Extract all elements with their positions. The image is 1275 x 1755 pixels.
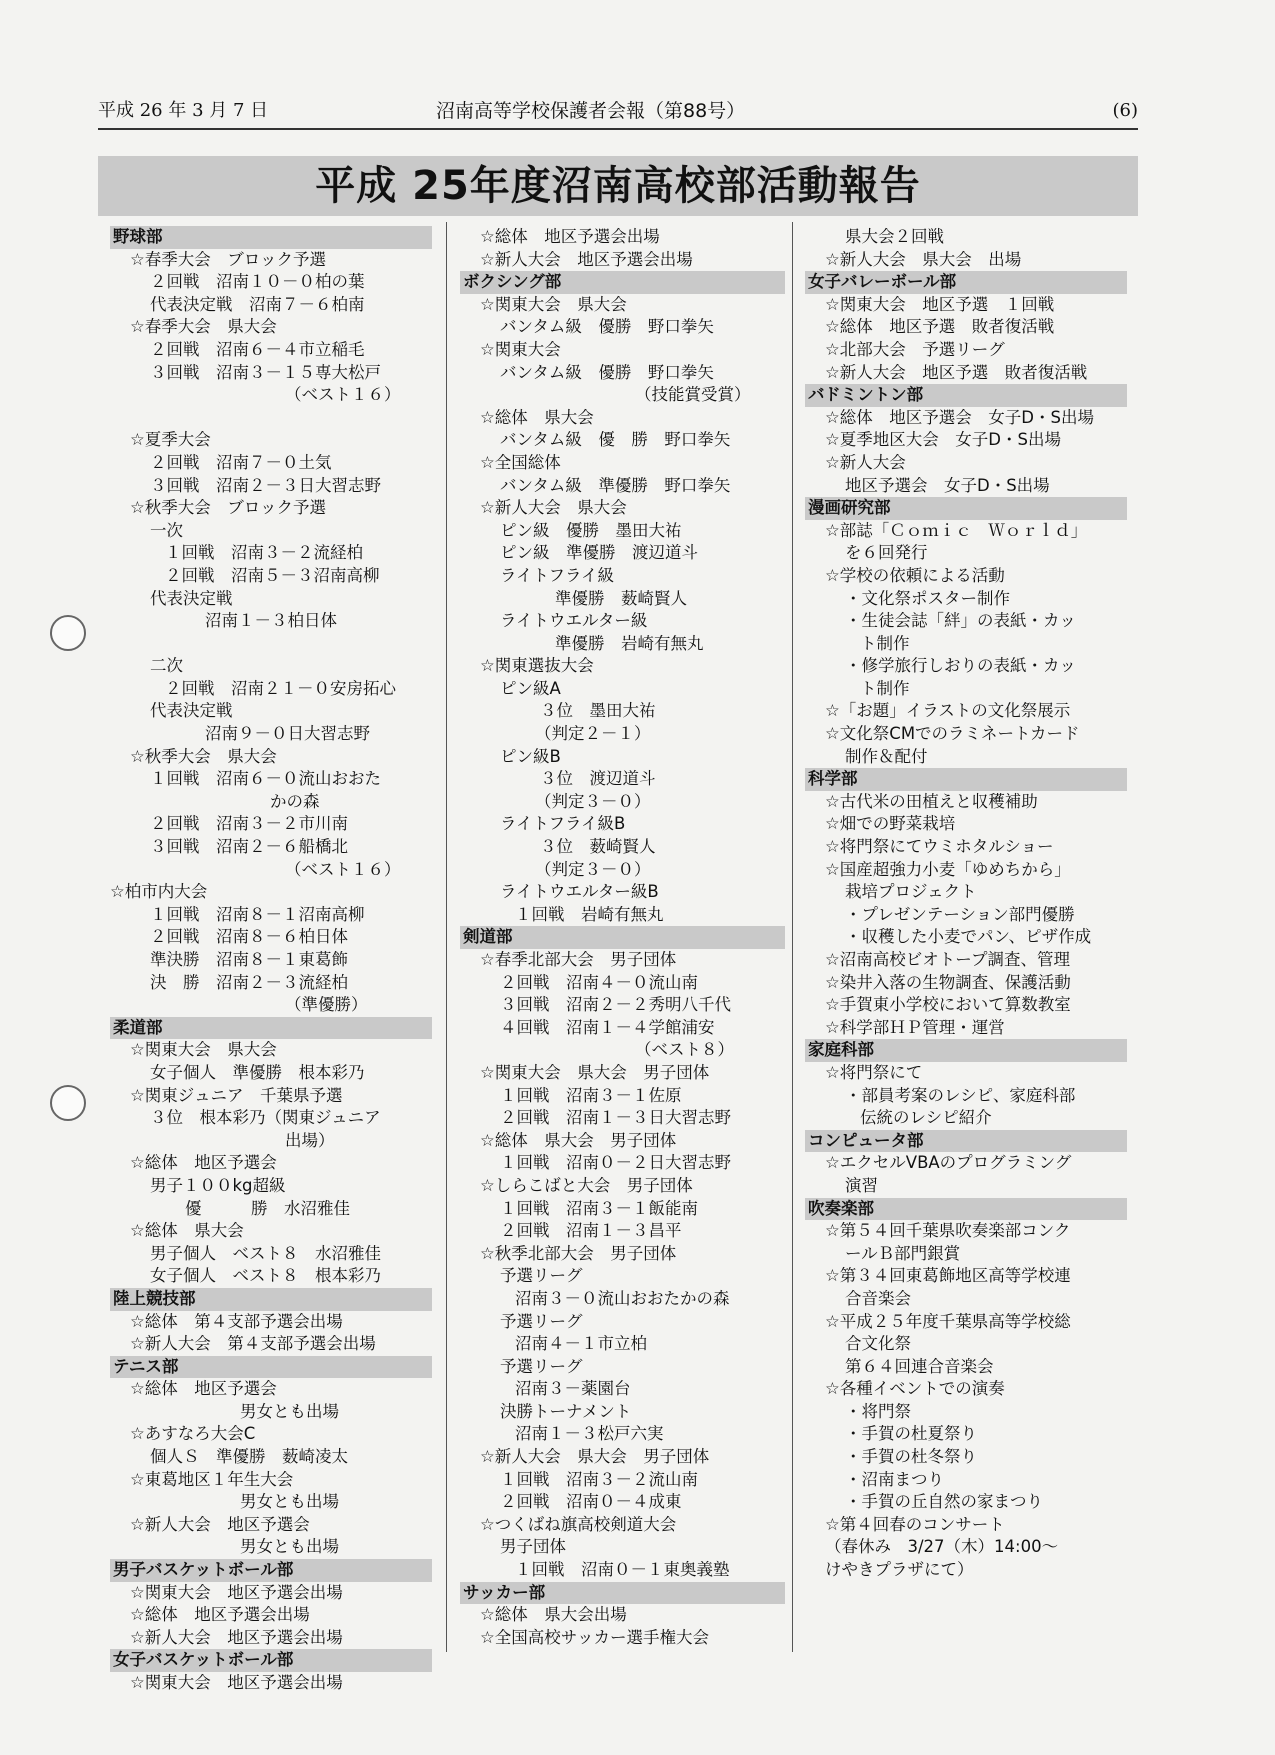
report-line: 男女とも出場 xyxy=(240,1401,339,1421)
report-line: ライトフライ級B xyxy=(500,814,626,834)
report-line: ☆関東大会 地区予選 １回戦 xyxy=(825,294,1055,314)
report-line: ☆部誌「Ｃｏｍｉｃ Ｗｏｒｌｄ」 xyxy=(825,520,1088,540)
report-line: 男女とも出場 xyxy=(240,1537,339,1557)
report-line: 沼南３－０流山おおたかの森 xyxy=(515,1288,730,1308)
report-line: ・手賀の杜冬祭り xyxy=(845,1447,977,1467)
report-line: ライトウエルター級 xyxy=(500,611,648,631)
report-line: ☆国産超強力小麦「ゆめちから」 xyxy=(825,859,1071,879)
column-1 xyxy=(110,226,432,1695)
report-line: ☆新人大会 地区予選会出場 xyxy=(130,1627,343,1647)
report-line: ３回戦 沼南２－６船橋北 xyxy=(150,837,348,857)
report-line: ☆関東ジュニア 千葉県予選 xyxy=(130,1085,343,1105)
report-line: ４回戦 沼南１－４学館浦安 xyxy=(500,1017,715,1037)
report-line: ☆総体 地区予選会出場 xyxy=(130,1605,310,1625)
report-line: ☆第３４回東葛飾地区高等学校連 xyxy=(825,1266,1071,1286)
report-line: ☆エクセルVBAのプログラミング xyxy=(825,1153,1072,1173)
report-line: ２回戦 沼南１０－０柏の葉 xyxy=(150,272,365,292)
report-line: ２回戦 沼南６－４市立稲毛 xyxy=(150,339,365,359)
report-line: １回戦 沼南３－２流山南 xyxy=(500,1469,698,1489)
report-line: ☆関東大会 県大会 男子団体 xyxy=(480,1062,710,1082)
club-section-heading: 陸上競技部 xyxy=(110,1288,432,1311)
report-line: ・プレゼンテーション部門優勝 xyxy=(845,904,1075,924)
report-line: ライトウエルター級B xyxy=(500,882,659,902)
club-section-heading: 吹奏楽部 xyxy=(805,1198,1127,1221)
report-line: ☆総体 地区予選会 女子D・S出場 xyxy=(825,407,1094,427)
report-line: ☆総体 地区予選会出場 xyxy=(480,227,660,246)
report-line: ト制作 xyxy=(860,633,910,653)
report-line: ☆古代米の田植えと収穫補助 xyxy=(825,791,1038,811)
report-line: ピン級B xyxy=(500,746,561,766)
report-line: ３位 薮崎賢人 xyxy=(540,837,656,857)
club-section-heading: 柔道部 xyxy=(110,1017,432,1040)
report-line: （ベスト１６） xyxy=(285,859,401,879)
report-line: 代表決定戦 xyxy=(150,588,233,608)
report-line: 予選リーグ xyxy=(500,1311,583,1331)
report-line: ☆春季大会 ブロック予選 xyxy=(130,249,326,269)
report-line: を６回発行 xyxy=(845,543,928,563)
report-line: ☆夏季地区大会 女子D・S出場 xyxy=(825,430,1061,450)
column-divider xyxy=(446,222,447,1652)
report-line: ☆平成２５年度千葉県高等学校総 xyxy=(825,1311,1071,1331)
report-line: ・収穫した小麦でパン、ピザ作成 xyxy=(845,927,1092,947)
report-line: ☆総体 県大会 xyxy=(480,407,594,427)
report-line: ☆沼南高校ビオトープ調査、管理 xyxy=(825,950,1070,969)
report-line: ３位 墨田大祐 xyxy=(540,701,656,721)
report-line: ２回戦 沼南５－３沼南高柳 xyxy=(165,565,380,585)
report-line: ☆将門祭にて xyxy=(825,1062,923,1082)
report-line: ☆柏市内大会 xyxy=(110,882,208,902)
club-section-heading: 剣道部 xyxy=(460,926,785,949)
report-line: ☆東葛地区１年生大会 xyxy=(130,1469,294,1489)
report-line: 制作＆配付 xyxy=(845,746,928,766)
report-line: （準優勝） xyxy=(285,995,368,1015)
report-line: ☆関東大会 xyxy=(480,339,561,359)
report-line: ・修学旅行しおりの表紙・カッ xyxy=(845,656,1076,676)
column-divider xyxy=(792,222,793,1652)
report-line: 準決勝 沼南８－１東葛飾 xyxy=(150,950,348,969)
report-line: ☆第４回春のコンサート xyxy=(825,1514,1005,1534)
report-line: 演習 xyxy=(845,1175,878,1195)
report-line: ・手賀の丘自然の家まつり xyxy=(845,1492,1043,1512)
club-section-heading: 漫画研究部 xyxy=(805,497,1127,520)
report-line: 栽培プロジェクト xyxy=(845,882,977,902)
club-section-heading: サッカー部 xyxy=(460,1582,785,1605)
report-line: （ベスト１６） xyxy=(285,385,401,405)
report-line: 沼南４－１市立柏 xyxy=(515,1334,647,1354)
report-line: 伝統のレシピ紹介 xyxy=(860,1108,992,1128)
report-line: ☆染井入落の生物調査、保護活動 xyxy=(825,972,1071,992)
report-line: ☆秋季大会 県大会 xyxy=(130,746,277,766)
report-line: 代表決定戦 沼南７－６柏南 xyxy=(150,294,365,314)
report-line: ☆新人大会 xyxy=(825,452,906,472)
report-line: ☆関東大会 県大会 xyxy=(130,1040,277,1060)
report-line: 男子１００kg超級 xyxy=(150,1175,286,1195)
report-line: 一次 xyxy=(150,520,183,540)
report-line: 第６４回連合音楽会 xyxy=(845,1356,994,1376)
report-line: ☆新人大会 地区予選会出場 xyxy=(480,249,693,269)
report-line: ３回戦 沼南２－２秀明八千代 xyxy=(500,995,731,1015)
report-line: 女子個人 ベスト８ 根本彩乃 xyxy=(150,1266,381,1286)
binder-hole xyxy=(50,615,86,651)
report-line: ２回戦 沼南８－６柏日体 xyxy=(150,927,348,947)
report-line: ピン級 優勝 墨田大祐 xyxy=(500,520,682,540)
report-line: ３位 根本彩乃（関東ジュニア xyxy=(150,1108,381,1128)
binder-hole xyxy=(50,1085,86,1121)
report-line: （ベスト８） xyxy=(635,1040,734,1060)
report-line: ☆文化祭CMでのラミネートカード xyxy=(825,724,1080,744)
report-line: ☆総体 第４支部予選会出場 xyxy=(130,1311,343,1331)
report-line: １回戦 沼南０－２日大習志野 xyxy=(500,1153,731,1173)
report-line: 男子団体 xyxy=(500,1537,566,1557)
report-line: バンタム級 優勝 野口拳矢 xyxy=(500,362,714,382)
report-line: ・将門祭 xyxy=(845,1401,911,1421)
report-line: ☆総体 県大会 xyxy=(130,1221,244,1241)
report-line: 地区予選会 女子D・S出場 xyxy=(845,475,1050,495)
club-section-heading: バドミントン部 xyxy=(805,384,1127,407)
report-line: ２回戦 沼南７－０土気 xyxy=(150,452,332,472)
report-line: ☆関東大会 地区予選会出場 xyxy=(130,1673,343,1692)
report-line: ☆新人大会 県大会 男子団体 xyxy=(480,1447,710,1467)
report-line: 女子個人 準優勝 根本彩乃 xyxy=(150,1062,365,1082)
report-line: ・生徒会誌「絆」の表紙・カッ xyxy=(845,611,1076,631)
report-line: １回戦 沼南８－１沼南高柳 xyxy=(150,904,365,924)
report-line: ☆つくばね旗高校剣道大会 xyxy=(480,1514,677,1534)
report-line: ☆全国高校サッカー選手権大会 xyxy=(480,1627,709,1647)
report-line: かの森 xyxy=(270,791,320,811)
report-line: ☆学校の依頼による活動 xyxy=(825,565,1005,585)
report-line: 予選リーグ xyxy=(500,1356,583,1376)
report-line: ☆総体 地区予選会 xyxy=(130,1379,277,1399)
report-line: バンタム級 優 勝 野口拳矢 xyxy=(500,430,731,450)
report-line: ト制作 xyxy=(860,678,910,698)
report-line: 合音楽会 xyxy=(845,1288,911,1308)
report-line: １回戦 沼南３－２流経柏 xyxy=(165,543,363,563)
report-line: ピン級 準優勝 渡辺道斗 xyxy=(500,543,698,563)
report-line: 県大会２回戦 xyxy=(845,227,944,246)
page-header xyxy=(98,96,1138,126)
report-line: ☆将門祭にてウミホタルショー xyxy=(825,837,1054,857)
report-line: 二次 xyxy=(150,656,183,676)
report-line: ☆総体 県大会出場 xyxy=(480,1605,627,1625)
club-section-heading: ボクシング部 xyxy=(460,271,785,294)
report-line: ☆秋季大会 ブロック予選 xyxy=(130,498,326,518)
report-line: 個人Ｓ 準優勝 薮崎凌太 xyxy=(150,1447,348,1467)
report-line: ２回戦 沼南４－０流山南 xyxy=(500,972,698,992)
report-line: １回戦 沼南３－１飯能南 xyxy=(500,1198,698,1218)
club-section-heading: 野球部 xyxy=(110,226,432,249)
report-line: 沼南１－３松戸六実 xyxy=(515,1424,664,1444)
report-line: １回戦 沼南３－１佐原 xyxy=(500,1085,682,1105)
report-line: １回戦 岩崎有無丸 xyxy=(515,904,664,924)
report-line: バンタム級 優勝 野口拳矢 xyxy=(500,317,714,337)
report-line: 優 勝 水沼雅佳 xyxy=(185,1198,350,1218)
report-line: ☆科学部ＨＰ管理・運営 xyxy=(825,1017,1005,1037)
report-line: ３回戦 沼南３－１５専大松戸 xyxy=(150,362,381,382)
report-line: 沼南９－０日大習志野 xyxy=(205,724,370,744)
report-line: ☆総体 地区予選会 xyxy=(130,1153,277,1173)
club-section-heading: コンピュータ部 xyxy=(805,1130,1127,1153)
report-line: ールＢ部門銀賞 xyxy=(845,1243,961,1263)
report-line: 決 勝 沼南２－３流経柏 xyxy=(150,972,348,992)
report-line: （判定３－０） xyxy=(535,859,651,879)
issue-date: 平成 26 年 3 月 7 日 xyxy=(98,100,269,121)
report-line: （判定２－１） xyxy=(535,724,651,744)
report-line: １回戦 沼南６－０流山おおた xyxy=(150,769,381,789)
report-line: ☆畑での野菜栽培 xyxy=(825,814,956,834)
report-line: ☆秋季北部大会 男子団体 xyxy=(480,1243,677,1263)
report-line: ☆関東大会 地区予選会出場 xyxy=(130,1582,343,1602)
report-line: ☆関東大会 県大会 xyxy=(480,294,627,314)
report-line: ☆新人大会 県大会 xyxy=(480,498,627,518)
club-section-heading: テニス部 xyxy=(110,1356,432,1379)
report-line: ２回戦 沼南２１－０安房拓心 xyxy=(165,678,396,698)
report-line: バンタム級 準優勝 野口拳矢 xyxy=(500,475,731,495)
report-line: （判定３－０） xyxy=(535,791,651,811)
report-line: 決勝トーナメント xyxy=(500,1401,632,1421)
column-2 xyxy=(460,226,785,1649)
club-section-heading: 家庭科部 xyxy=(805,1039,1127,1062)
report-line: ☆新人大会 県大会 出場 xyxy=(825,249,1022,269)
report-line: 沼南３－薬園台 xyxy=(515,1379,631,1399)
report-line: ☆新人大会 地区予選 敗者復活戦 xyxy=(825,362,1088,382)
report-line: 男女とも出場 xyxy=(240,1492,339,1512)
report-line: ☆「お題」イラストの文化祭展示 xyxy=(825,701,1071,721)
report-line: 出場） xyxy=(285,1130,335,1150)
report-line: ☆夏季大会 xyxy=(130,430,211,450)
report-line: ２回戦 沼南３－２市川南 xyxy=(150,814,348,834)
report-line xyxy=(110,633,432,656)
page-number: (6) xyxy=(1112,100,1138,121)
report-line: ２回戦 沼南１－３昌平 xyxy=(500,1221,682,1241)
report-line: 合文化祭 xyxy=(845,1334,911,1354)
report-line: ☆新人大会 地区予選会 xyxy=(130,1514,310,1534)
report-line: ・手賀の杜夏祭り xyxy=(845,1424,977,1444)
report-line: 男子個人 ベスト８ 水沼雅佳 xyxy=(150,1243,381,1263)
report-line: 沼南１－３柏日体 xyxy=(205,611,337,631)
report-line: 準優勝 岩崎有無丸 xyxy=(555,633,704,653)
report-line: 代表決定戦 xyxy=(150,701,233,721)
report-line: ☆第５４回千葉県吹奏楽部コンク xyxy=(825,1221,1071,1241)
report-line: １回戦 沼南０－１東奥義塾 xyxy=(515,1560,730,1580)
report-line: ☆総体 県大会 男子団体 xyxy=(480,1130,677,1150)
header-rule xyxy=(98,128,1138,130)
club-section-heading: 女子バスケットボール部 xyxy=(110,1649,432,1672)
report-line: ☆春季北部大会 男子団体 xyxy=(480,950,677,969)
report-line xyxy=(110,407,432,430)
report-line: ２回戦 沼南１－３日大習志野 xyxy=(500,1108,731,1128)
club-section-heading: 女子バレーボール部 xyxy=(805,271,1127,294)
report-line: ☆関東選抜大会 xyxy=(480,656,594,676)
report-line: ライトフライ級 xyxy=(500,565,615,585)
report-line: ☆全国総体 xyxy=(480,452,561,472)
club-section-heading: 科学部 xyxy=(805,768,1127,791)
report-line: ☆あすなろ大会C xyxy=(130,1424,256,1444)
report-line: ☆新人大会 第４支部予選会出場 xyxy=(130,1334,376,1354)
report-line: ３回戦 沼南２－３日大習志野 xyxy=(150,475,381,495)
report-line: ☆各種イベントでの演奏 xyxy=(825,1379,1005,1399)
report-line: ☆春季大会 県大会 xyxy=(130,317,277,337)
report-line: ・部員考案のレシピ、家庭科部 xyxy=(845,1085,1076,1105)
report-line: （春休み 3/27（木）14:00～ xyxy=(825,1537,1059,1557)
report-line: ・文化祭ポスター制作 xyxy=(845,588,1010,608)
column-3 xyxy=(805,226,1127,1582)
report-line: 準優勝 薮崎賢人 xyxy=(555,588,687,608)
newsletter-title: 沼南高等学校保護者会報（第88号） xyxy=(436,100,746,122)
report-line: ・沼南まつり xyxy=(845,1469,944,1489)
report-line: ☆北部大会 予選リーグ xyxy=(825,339,1005,359)
report-line: ☆手賀東小学校において算数教室 xyxy=(825,995,1071,1015)
report-line: 予選リーグ xyxy=(500,1266,583,1286)
club-section-heading: 男子バスケットボール部 xyxy=(110,1559,432,1582)
report-line: ☆しらこばと大会 男子団体 xyxy=(480,1175,693,1195)
report-line: ３位 渡辺道斗 xyxy=(540,769,656,789)
report-line: ☆総体 地区予選 敗者復活戦 xyxy=(825,317,1055,337)
report-line: ピン級A xyxy=(500,678,561,698)
article-title: 平成 25年度沼南高校部活動報告 xyxy=(98,156,1138,216)
report-line: けやきプラザにて） xyxy=(825,1560,974,1580)
report-line: ２回戦 沼南０－４成東 xyxy=(500,1492,682,1512)
report-line: （技能賞受賞） xyxy=(635,385,751,405)
